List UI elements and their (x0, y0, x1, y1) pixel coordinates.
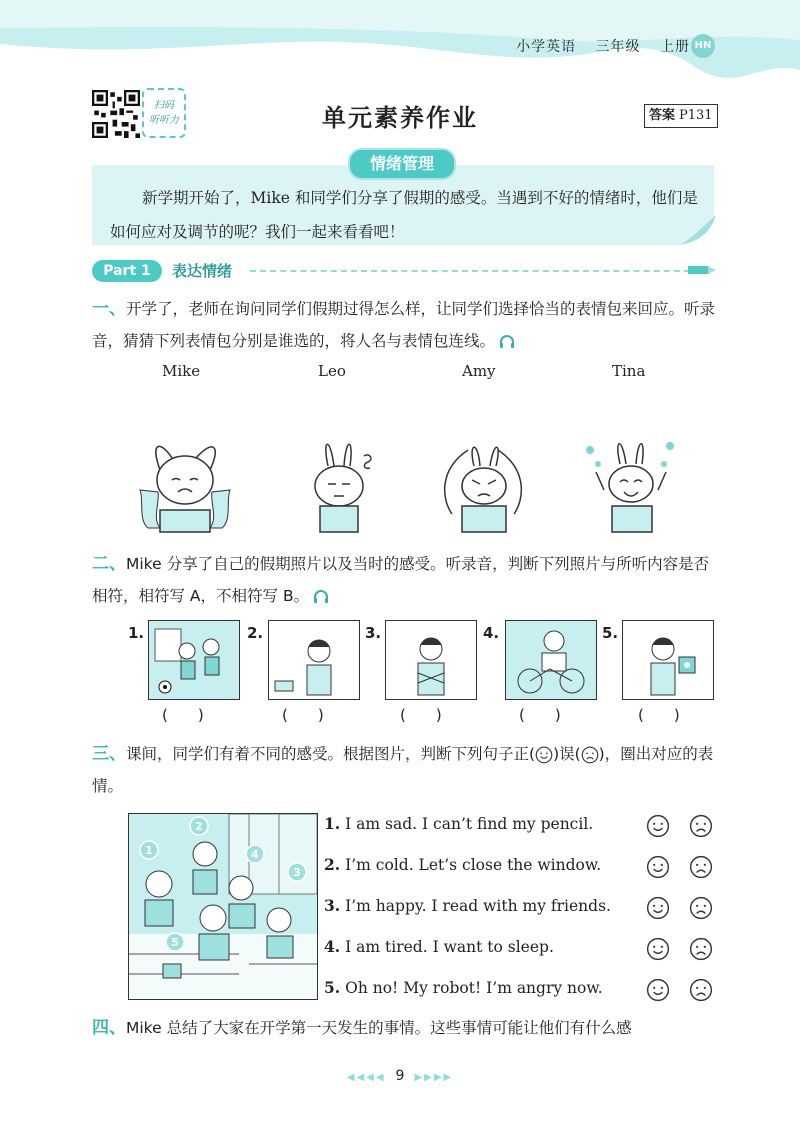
question-3-number: 三、 (92, 744, 126, 764)
sad-face-option-2[interactable] (689, 855, 713, 883)
smile-face-icon (535, 746, 553, 764)
photo-1-football (148, 620, 240, 700)
angry-bunny-sticker[interactable] (428, 430, 538, 538)
intro-text: 新学期开始了，Mike 和同学们分享了假期的感受。当遇到不好的情绪时，他们是如何应对及调节的呢？我们一起来看看吧！ (110, 189, 698, 241)
answer-blank-2[interactable]: ( ) (282, 706, 324, 724)
part-tag: Part 1 (92, 260, 162, 282)
sad-face-option-4[interactable] (689, 937, 713, 965)
question-3: 三、课间，同学们有着不同的感受。根据图片，判断下列句子正( )误( )，圈出对应的表情。 (92, 744, 714, 795)
pencil-icon (688, 263, 716, 277)
name-amy[interactable]: Amy (462, 362, 496, 380)
scene-label-5: 5 (171, 936, 179, 949)
classroom-scene-illustration (128, 813, 318, 1000)
photo-3-number: 3. (365, 624, 382, 642)
photo-5-number: 5. (602, 624, 619, 642)
name-mike[interactable]: Mike (162, 362, 201, 380)
happy-bunny-sticker[interactable] (574, 430, 684, 538)
scene-label-4: 4 (251, 848, 259, 861)
scene-label-2: 2 (195, 820, 203, 833)
question-1-number: 一、 (92, 299, 126, 319)
sentence-5: 5. Oh no! My robot! I’m angry now. (324, 978, 603, 997)
header-grade: 三年级 (595, 39, 641, 55)
edition-badge: HN (691, 34, 715, 58)
headphone-icon[interactable] (313, 589, 329, 605)
question-1-text: 开学了，老师在询问同学们假期过得怎么样，让同学们选择恰当的表情包来回应。听录音，猜猜下列表情包分别是谁选的，将人名与表情包连线。 (92, 300, 716, 350)
question-4 (92, 1012, 722, 1044)
name-tina[interactable]: Tina (612, 362, 646, 380)
question-4-text: Mike 总结了大家在开学第一天发生的事情。这些事情可能让他们有什么感 (126, 1019, 632, 1037)
scan-to-listen-label: 扫码 听听力 (142, 88, 186, 138)
smile-face-option-1[interactable] (646, 814, 670, 842)
scene-label-1: 1 (145, 844, 153, 857)
photo-4-bike (505, 620, 597, 700)
right-arrows-decoration: ▶▶▶▶ (414, 1072, 454, 1083)
part-divider (250, 270, 690, 272)
header-subject: 小学英语 (516, 39, 577, 55)
page-title: 单元素养作业 (322, 104, 478, 132)
question-2 (92, 548, 722, 612)
photo-1-number: 1. (128, 624, 145, 642)
name-leo[interactable]: Leo (318, 362, 346, 380)
sad-face-option-1[interactable] (689, 814, 713, 842)
question-4-number: 四、 (92, 1018, 126, 1038)
sad-face-option-3[interactable] (689, 896, 713, 924)
answer-blank-5[interactable]: ( ) (638, 706, 680, 724)
question-2-number: 二、 (92, 554, 126, 574)
smile-face-option-2[interactable] (646, 855, 670, 883)
smile-face-option-3[interactable] (646, 896, 670, 924)
answer-blank-3[interactable]: ( ) (400, 706, 442, 724)
photo-2-boy-sad (268, 620, 360, 700)
answer-blank-4[interactable]: ( ) (519, 706, 561, 724)
photo-3-boy-cold (385, 620, 477, 700)
scene-label-3: 3 (293, 866, 301, 879)
tired-bunny-sticker[interactable] (284, 430, 394, 538)
sentence-3: 3. I’m happy. I read with my friends. (324, 896, 611, 915)
smile-face-option-4[interactable] (646, 937, 670, 965)
header-book-info (502, 36, 690, 56)
left-arrows-decoration: ◀◀◀◀ (346, 1072, 386, 1083)
sad-face-icon (581, 746, 599, 764)
headphone-icon[interactable] (499, 334, 515, 350)
sentence-2: 2. I’m cold. Let’s close the window. (324, 855, 602, 874)
page-number: 9 (395, 1068, 405, 1084)
question-2-text: Mike 分享了自己的假期照片以及当时的感受。听录音，判断下列照片与所听内容是否相符，相符写 A，不相符写 B。 (92, 555, 710, 605)
photo-5-boy-robot (622, 620, 714, 700)
page-footer (0, 1068, 800, 1084)
header-volume: 上册 (660, 39, 690, 55)
sad-face-option-5[interactable] (689, 978, 713, 1006)
intro-topic-tag: 情绪管理 (348, 148, 456, 180)
part-title: 表达情绪 (172, 262, 233, 280)
sentence-1: 1. I am sad. I can’t find my pencil. (324, 814, 594, 833)
question-1 (92, 293, 722, 357)
answer-reference: 答案 P131 (644, 104, 718, 128)
photo-2-number: 2. (247, 624, 264, 642)
smile-face-option-5[interactable] (646, 978, 670, 1006)
photo-4-number: 4. (483, 624, 500, 642)
crying-bunny-sticker[interactable] (130, 430, 240, 538)
sentence-4: 4. I am tired. I want to sleep. (324, 937, 554, 956)
answer-blank-1[interactable]: ( ) (162, 706, 204, 724)
